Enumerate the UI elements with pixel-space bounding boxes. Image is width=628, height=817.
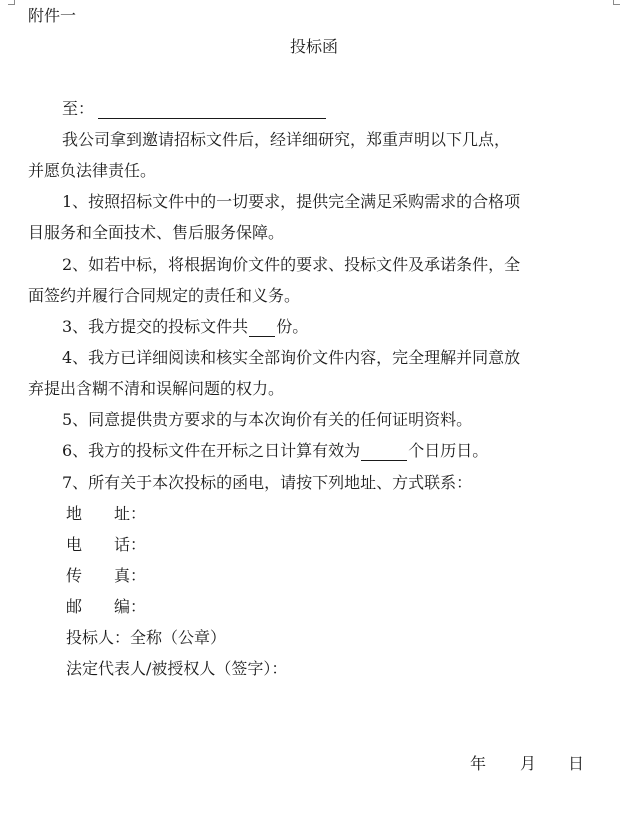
attachment-label: 附件一 [28, 6, 77, 25]
item-3-text-after: 份。 [276, 317, 309, 336]
item-3-text-before: 3、我方提交的投标文件共 [62, 317, 249, 336]
fax-field-label: 传 真： [66, 566, 147, 585]
date-year-label: 年 [470, 754, 487, 773]
item-3 [62, 317, 308, 337]
item-4-line-2: 弃提出含糊不清和误解问题的权力。 [28, 379, 285, 398]
item-1-line-1: 1、按照招标文件中的一切要求，提供完全满足采购需求的合格项 [62, 192, 521, 211]
address-field-label: 地 址： [66, 504, 147, 523]
validity-days-blank[interactable] [361, 442, 407, 461]
item-7: 7、所有关于本次投标的函电，请按下列地址、方式联系： [62, 473, 473, 492]
item-2-line-1: 2、如若中标，将根据询价文件的要求、投标文件及承诺条件，全 [62, 255, 521, 274]
item-5: 5、同意提供贵方要求的与本次询价有关的任何证明资料。 [62, 410, 473, 429]
page-corner-mark-right [613, 0, 620, 5]
phone-field-label: 电 话： [66, 535, 147, 554]
item-6-text-before: 6、我方的投标文件在开标之日计算有效为 [62, 441, 361, 460]
date-month-label: 月 [520, 754, 537, 773]
bidder-signature-label: 投标人：全称（公章） [66, 628, 227, 647]
item-4-line-1: 4、我方已详细阅读和核实全部询价文件内容，完全理解并同意放 [62, 348, 521, 367]
copies-blank[interactable] [249, 318, 275, 337]
postcode-field-label: 邮 编： [66, 597, 147, 616]
item-2-line-2: 面签约并履行合同规定的责任和义务。 [28, 286, 301, 305]
intro-line-1: 我公司拿到邀请招标文件后，经详细研究，郑重声明以下几点， [62, 130, 511, 149]
item-6 [62, 441, 488, 461]
intro-line-2: 并愿负法律责任。 [28, 161, 157, 180]
page-corner-mark-left [8, 0, 15, 5]
addressee-blank[interactable] [98, 100, 326, 119]
addressee-line [62, 99, 326, 119]
item-1-line-2: 目服务和全面技术、售后服务保障。 [28, 223, 285, 242]
item-6-text-after: 个日历日。 [408, 441, 489, 460]
representative-signature-label: 法定代表人/被授权人（签字）： [66, 659, 288, 678]
date-day-label: 日 [568, 754, 585, 773]
document-title: 投标函 [289, 37, 338, 56]
addressee-label: 至： [62, 99, 95, 118]
